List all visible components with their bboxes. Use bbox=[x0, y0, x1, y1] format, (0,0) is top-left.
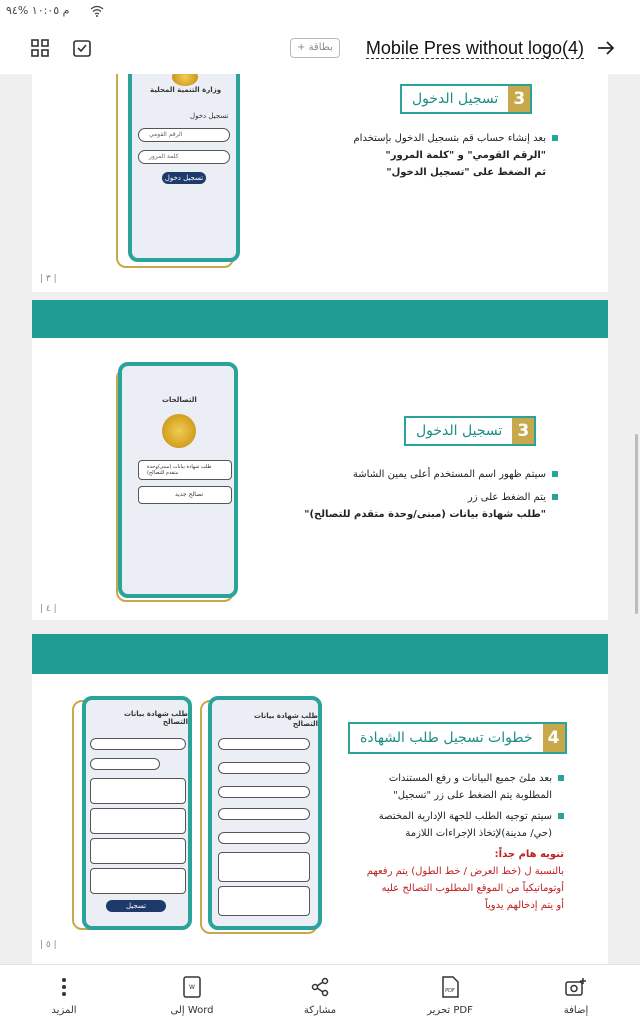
page-number: | ٣ | bbox=[40, 274, 57, 284]
mock-upload-card bbox=[90, 778, 186, 804]
mock-form-title: طلب شهادة بيانات التصالح bbox=[124, 710, 188, 726]
mock-field bbox=[218, 762, 310, 774]
warning-text: بالنسبة ل (خط العرض / خط الطول) يتم رفعهم أوتوماتيكياً من الموقع المطلوب التصالح عليه أو يتم إدخالهم يدوياً bbox=[366, 866, 564, 911]
step-title: تسجيل الدخول bbox=[412, 91, 499, 107]
edit-pdf-button[interactable]: PDF تحرير PDF bbox=[410, 975, 490, 1016]
add-image-icon bbox=[536, 975, 616, 999]
step-number: 4 bbox=[543, 724, 565, 752]
mock-id-field: الرقم القومي bbox=[138, 128, 230, 142]
status-text: م ١٠:٠٥ %٩٤ bbox=[6, 4, 70, 17]
pdf-icon bbox=[410, 975, 490, 999]
settlements-phone-mockup bbox=[118, 362, 238, 598]
section-divider-band bbox=[32, 300, 608, 338]
section-divider-band bbox=[32, 634, 608, 674]
step-header bbox=[348, 722, 567, 754]
document-page bbox=[32, 74, 608, 292]
mock-field bbox=[218, 738, 310, 750]
bottom-toolbar bbox=[0, 964, 640, 1024]
page-number: | ٤ | bbox=[40, 604, 57, 614]
step-bullets: بعد إنشاء حساب قم بتسجيل الدخول بإستخدام "الرقم القومي" و "كلمة المرور" ثم الضغط على "تسجيل الدخول" bbox=[282, 130, 558, 181]
step-bullets: سيتم ظهور اسم المستخدم أعلى يمين الشاشة يتم الضغط على زر "طلب شهادة بيانات (مبنى/وحدة متقدم للتصالح)" bbox=[282, 466, 558, 523]
add-button[interactable]: إضافة bbox=[536, 975, 616, 1016]
mock-upload-card bbox=[90, 838, 186, 864]
checkbox-icon[interactable] bbox=[70, 36, 94, 60]
document-viewer[interactable] bbox=[0, 74, 640, 964]
mock-certificate-item: طلب شهادة بيانات (مبنى/وحدة متقدم للتصالح) bbox=[138, 460, 232, 480]
settlement-seal-icon bbox=[162, 414, 196, 448]
mock-upload-card bbox=[218, 852, 310, 882]
mock-new-settlement-item: تصالح جديد bbox=[138, 486, 232, 504]
status-bar bbox=[0, 0, 640, 22]
share-button[interactable]: مشاركة bbox=[280, 975, 360, 1016]
back-arrow-icon[interactable] bbox=[594, 36, 618, 60]
mock-upload-card bbox=[90, 868, 186, 894]
step-number: 3 bbox=[512, 418, 534, 444]
add-tag-button[interactable]: + بطاقة bbox=[290, 38, 340, 58]
mock-upload-card bbox=[90, 808, 186, 834]
mock-register-button: تسجيل bbox=[106, 900, 166, 912]
more-vertical-icon bbox=[24, 975, 104, 999]
mock-field bbox=[218, 832, 310, 844]
mock-password-field: كلمة المرور bbox=[138, 150, 230, 164]
mock-field bbox=[218, 808, 310, 820]
document-page bbox=[32, 674, 608, 964]
document-page bbox=[32, 338, 608, 620]
scrollbar-thumb[interactable] bbox=[635, 434, 638, 614]
mock-field bbox=[90, 758, 160, 770]
svg-text:W: W bbox=[189, 984, 195, 991]
to-word-button[interactable]: W إلى Word bbox=[152, 975, 232, 1016]
ministry-seal-icon bbox=[172, 74, 198, 86]
step-title: تسجيل الدخول bbox=[416, 423, 503, 439]
mock-field bbox=[218, 786, 310, 798]
grid-view-icon[interactable] bbox=[28, 36, 52, 60]
top-app-bar bbox=[0, 22, 640, 74]
login-phone-mockup bbox=[128, 74, 240, 262]
page-number: | ٥ | bbox=[40, 940, 57, 950]
certificate-form-phone-mockup bbox=[82, 696, 192, 930]
step-header bbox=[400, 84, 532, 114]
wifi-icon bbox=[90, 5, 104, 17]
mock-header: التصالحات bbox=[162, 396, 197, 404]
share-icon bbox=[280, 975, 360, 999]
mock-field bbox=[90, 738, 186, 750]
more-button[interactable]: المزيد bbox=[24, 975, 104, 1016]
mock-ministry-name: وزارة التنمية المحلية bbox=[150, 86, 222, 94]
step-header bbox=[404, 416, 536, 446]
step-number: 3 bbox=[508, 86, 530, 112]
word-icon bbox=[152, 975, 232, 999]
svg-text:PDF: PDF bbox=[445, 988, 455, 994]
mock-upload-card bbox=[218, 886, 310, 916]
mock-login-label: تسجيل دخول bbox=[190, 112, 229, 120]
step-title: خطوات تسجيل طلب الشهادة bbox=[360, 730, 533, 746]
warning-title: تنويه هام جداً: bbox=[494, 849, 564, 860]
certificate-form-phone-mockup bbox=[208, 696, 322, 930]
document-title[interactable]: Mobile Pres without logo(4) bbox=[365, 38, 584, 58]
step-bullets: بعد ملئ جميع البيانات و رفع المستندات المطلوبة يتم الضغط على زر "تسجيل" سيتم توجيه الطلب للجهة الإدارية المختصة (حي/ مدينة)لإتخاذ الإجراءات اللازمة تنويه هام جداً: بالنسبة ل (خط العرض / خط الطول) يتم رفعهم أوتوماتيكياً من الموقع المطلوب التصالح عليه أو يتم إدخالهم يدوياً bbox=[328, 770, 564, 914]
mock-form-title: طلب شهادة بيانات التصالح bbox=[254, 712, 318, 728]
mock-login-button: تسجيل دخول bbox=[162, 172, 206, 184]
